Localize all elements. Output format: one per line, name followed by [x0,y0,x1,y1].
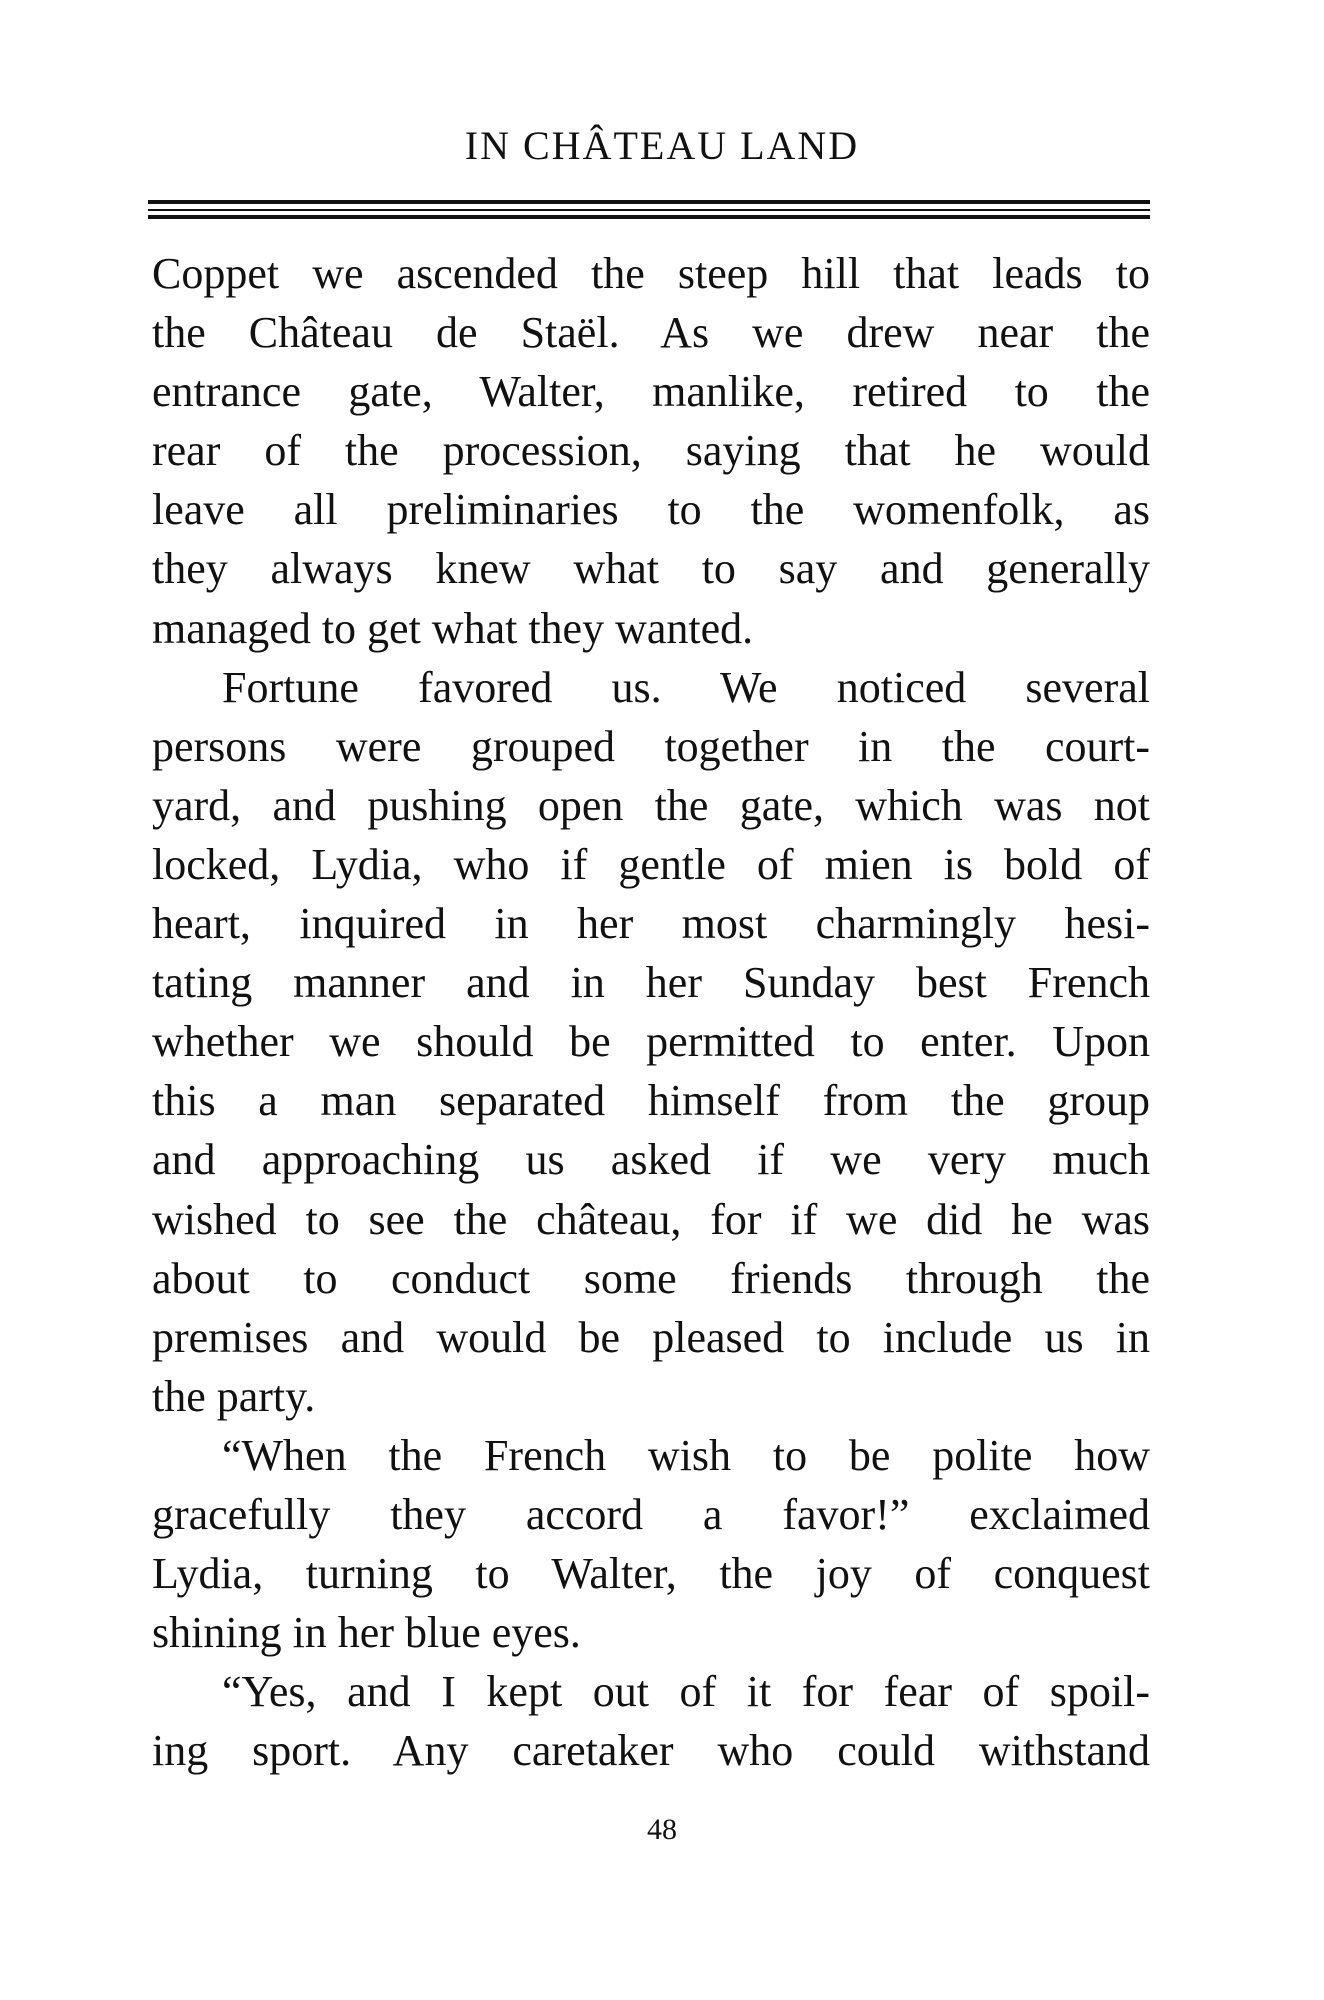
text-line: wished to see the château, for if we did he was [152,1194,1150,1244]
text-line: this a man separated himself from the group [152,1076,1150,1126]
text-line: “When the French wish to be polite how [222,1430,1150,1480]
text-line: shining in her blue eyes. [152,1608,581,1658]
running-head-title: IN CHÂTEAU LAND [464,123,860,168]
page-number: 48 [647,1813,677,1846]
text-line: rear of the procession, saying that he would [152,426,1150,476]
text-line: tating manner and in her Sunday best French [152,958,1150,1008]
body-text [152,244,1150,1780]
text-line: ing sport. Any caretaker who could withstand [152,1726,1150,1776]
text-line: premises and would be pleased to include us in [152,1312,1150,1362]
text-line: managed to get what they wanted. [152,603,754,653]
text-line: Coppet we ascended the steep hill that leads to [152,249,1150,298]
text-line: “Yes, and I kept out of it for fear of spoil- [222,1667,1150,1717]
text-line: and approaching us asked if we very much [152,1135,1150,1185]
text-line: Lydia, turning to Walter, the joy of conquest [152,1549,1150,1599]
text-line: entrance gate, Walter, manlike, retired to the [152,367,1150,417]
header-rule-middle [148,209,1150,211]
text-line: whether we should be permitted to enter. Upon [152,1017,1150,1067]
text-line: Fortune favored us. We noticed several [222,662,1150,712]
text-line: locked, Lydia, who if gentle of mien is bold of [152,839,1150,889]
text-line: leave all preliminaries to the womenfolk, as [152,485,1150,535]
text-line: about to conduct some friends through the [152,1253,1150,1303]
text-line: the party. [152,1371,316,1421]
text-line: heart, inquired in her most charmingly hesi- [152,899,1150,949]
text-line: yard, and pushing open the gate, which was not [152,780,1150,830]
text-line: the Château de Staël. As we drew near the [152,308,1150,358]
header-rule-top [148,200,1150,204]
header-rule-bottom [148,215,1150,219]
text-line: gracefully they accord a favor!” exclaimed [152,1489,1150,1539]
text-line: persons were grouped together in the court- [152,721,1150,771]
text-line: they always knew what to say and generally [152,544,1150,594]
